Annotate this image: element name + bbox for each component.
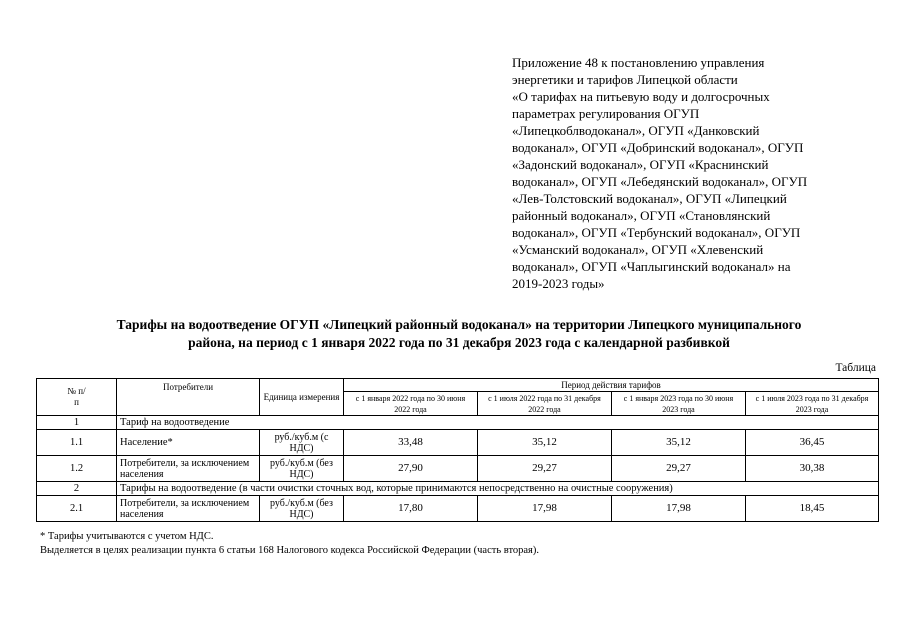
table-row <box>37 416 879 430</box>
row-value: 36,45 <box>746 430 879 456</box>
row-num: 2.1 <box>37 496 117 522</box>
row-unit: руб./куб.м (без НДС) <box>260 456 344 482</box>
table-row <box>37 430 879 456</box>
table-row <box>37 482 879 496</box>
tariff-table <box>36 378 879 522</box>
row-consumer: Население* <box>117 430 260 456</box>
row-unit: руб./куб.м (без НДС) <box>260 496 344 522</box>
appendix-line: параметрах регулирования ОГУП <box>512 106 700 121</box>
row-value: 17,80 <box>344 496 478 522</box>
document-title <box>40 316 878 352</box>
title-line-2: района, на период с 1 января 2022 года по 31 декабря 2023 года с календарной разбивкой <box>188 335 730 350</box>
table-label: Таблица <box>835 362 876 374</box>
appendix-line: районный водоканал», ОГУП «Становлянский <box>512 208 771 223</box>
header-unit: Единица измерения <box>260 379 344 416</box>
appendix-line: «Задонский водоканал», ОГУП «Краснинский <box>512 157 769 172</box>
appendix-line: «Усманский водоканал», ОГУП «Хлевенский <box>512 242 764 257</box>
header-period-1: с 1 января 2022 года по 30 июня 2022 года <box>344 392 478 416</box>
appendix-line: энергетики и тарифов Липецкой области <box>512 72 738 87</box>
header-period-2: с 1 июля 2022 года по 31 декабря 2022 года <box>478 392 612 416</box>
appendix-line: водоканал», ОГУП «Тербунский водоканал», ОГУП <box>512 225 801 240</box>
group-num: 2 <box>37 482 117 496</box>
appendix-line: «Липецкоблводоканал», ОГУП «Данковский <box>512 123 760 138</box>
row-consumer: Потребители, за исключением населения <box>117 496 260 522</box>
appendix-line: водоканал», ОГУП «Чаплыгинский водоканал» на <box>512 259 791 274</box>
row-value: 35,12 <box>478 430 612 456</box>
appendix-line: «Лев-Толстовский водоканал», ОГУП «Липецкий <box>512 191 787 206</box>
footnotes <box>40 530 539 558</box>
group-num: 1 <box>37 416 117 430</box>
row-value: 17,98 <box>478 496 612 522</box>
appendix-line: Приложение 48 к постановлению управления <box>512 55 765 70</box>
group-label: Тариф на водоотведение <box>117 416 879 430</box>
row-value: 35,12 <box>612 430 746 456</box>
appendix-line: водоканал», ОГУП «Добринский водоканал», ОГУП <box>512 140 804 155</box>
appendix-line: «О тарифах на питьевую воду и долгосрочных <box>512 89 770 104</box>
footnote-tax-code: Выделяется в целях реализации пункта 6 статьи 168 Налогового кодекса Российской Федерации (часть вторая). <box>40 545 540 556</box>
appendix-line: 2019-2023 годы» <box>512 276 605 291</box>
appendix-line: водоканал», ОГУП «Лебедянский водоканал», ОГУП <box>512 174 808 189</box>
row-value: 29,27 <box>612 456 746 482</box>
header-period-3: с 1 января 2023 года по 30 июня 2023 года <box>612 392 746 416</box>
row-value: 18,45 <box>746 496 879 522</box>
row-num: 1.2 <box>37 456 117 482</box>
title-line-1: Тарифы на водоотведение ОГУП «Липецкий районный водоканал» на территории Липецкого муниципального <box>116 317 802 332</box>
appendix-header <box>512 54 882 292</box>
row-value: 30,38 <box>746 456 879 482</box>
footnote-vat: * Тарифы учитываются с учетом НДС. <box>40 531 214 542</box>
table-row <box>37 456 879 482</box>
row-num: 1.1 <box>37 430 117 456</box>
row-value: 33,48 <box>344 430 478 456</box>
row-consumer: Потребители, за исключением населения <box>117 456 260 482</box>
header-consumers: Потребители <box>117 379 260 416</box>
row-value: 29,27 <box>478 456 612 482</box>
group-label: Тарифы на водоотведение (в части очистки сточных вод, которые принимаются непосредственно на очистные сооружения) <box>117 482 879 496</box>
header-num: № п/п <box>37 379 117 416</box>
table-row <box>37 496 879 522</box>
row-unit: руб./куб.м (с НДС) <box>260 430 344 456</box>
header-period: Период действия тарифов <box>344 379 879 392</box>
header-period-4: с 1 июля 2023 года по 31 декабря 2023 года <box>746 392 879 416</box>
row-value: 27,90 <box>344 456 478 482</box>
row-value: 17,98 <box>612 496 746 522</box>
